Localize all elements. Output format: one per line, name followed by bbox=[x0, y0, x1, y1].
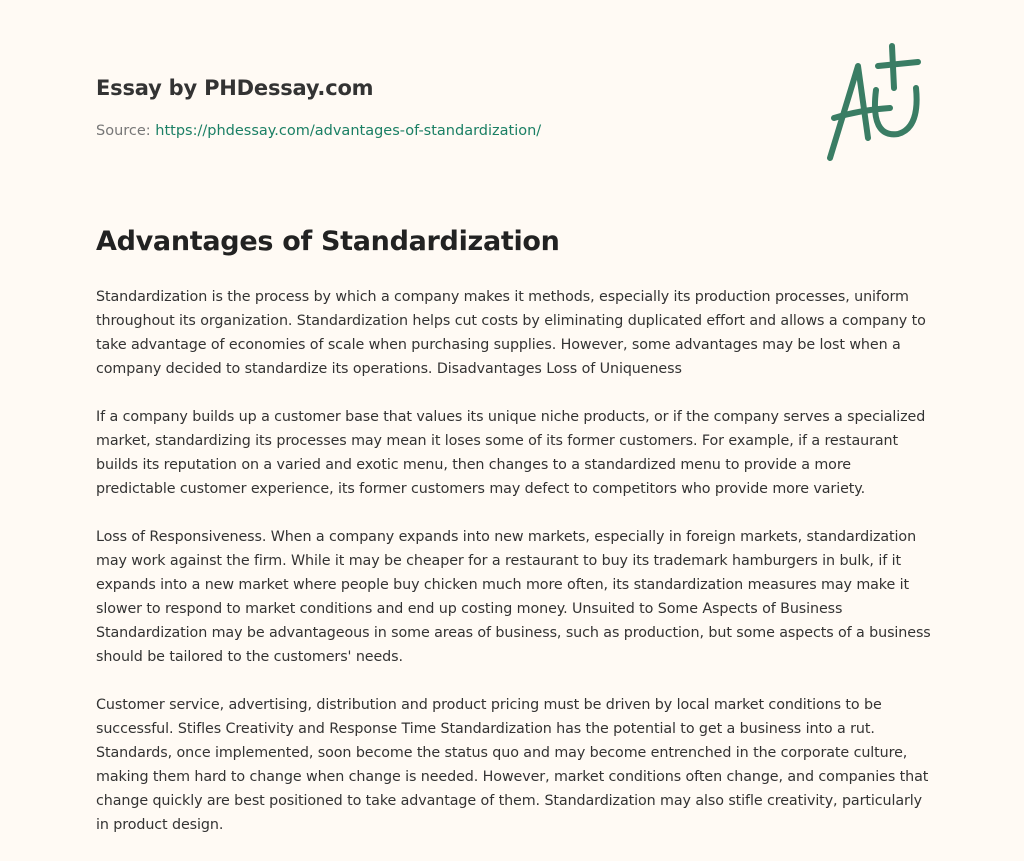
source-label: Source: bbox=[96, 123, 151, 139]
article-title: Advantages of Standardization bbox=[96, 226, 560, 257]
paragraph: Customer service, advertising, distribution and product pricing must be driven by local market conditions to be successful. Stifles Creativity and Response Time Standardization has the potential to get a business into a rut. Standards, once implemented, soon become the status quo and may become entrenched in the corporate culture, making them hard to change when change is needed. However, market conditions often change, and companies that change quickly are best positioned to take advantage of them. Standardization may also stifle creativity, particularly in product design. bbox=[96, 697, 929, 833]
paragraph: Loss of Responsiveness. When a company expands into new markets, especially in foreign markets, standardization may work against the firm. While it may be cheaper for a restaurant to buy its trademark hamburgers in bulk, if it expands into a new market where people buy chicken much more often, its standardization measures may make it slower to respond to market conditions and end up costing money. Unsuited to Some Aspects of Business Standardization may be advantageous in some areas of business, such as production, but some aspects of a business should be tailored to the customers' needs. bbox=[96, 529, 931, 665]
source-line bbox=[96, 123, 541, 139]
paragraph: If a company builds up a customer base that values its unique niche products, or if the company serves a specialized market, standardizing its processes may mean it loses some of its former customers. For example, if a restaurant builds its reputation on a varied and exotic menu, then changes to a standardized menu to provide a more predictable customer experience, its former customers may defect to competitors who provide more variety. bbox=[96, 409, 926, 497]
article-body bbox=[96, 285, 932, 861]
a-plus-logo bbox=[820, 38, 930, 168]
paragraph: Standardization is the process by which a company makes it methods, especially its production processes, uniform throughout its organization. Standardization helps cut costs by eliminating duplicated effort and allows a company to take advantage of economies of scale when purchasing supplies. However, some advantages may be lost when a company decided to standardize its operations. Disadvantages Loss of Uniqueness bbox=[96, 289, 926, 377]
site-title: Essay by PHDessay.com bbox=[96, 76, 374, 100]
source-link[interactable]: https://phdessay.com/advantages-of-standardization/ bbox=[155, 123, 542, 139]
